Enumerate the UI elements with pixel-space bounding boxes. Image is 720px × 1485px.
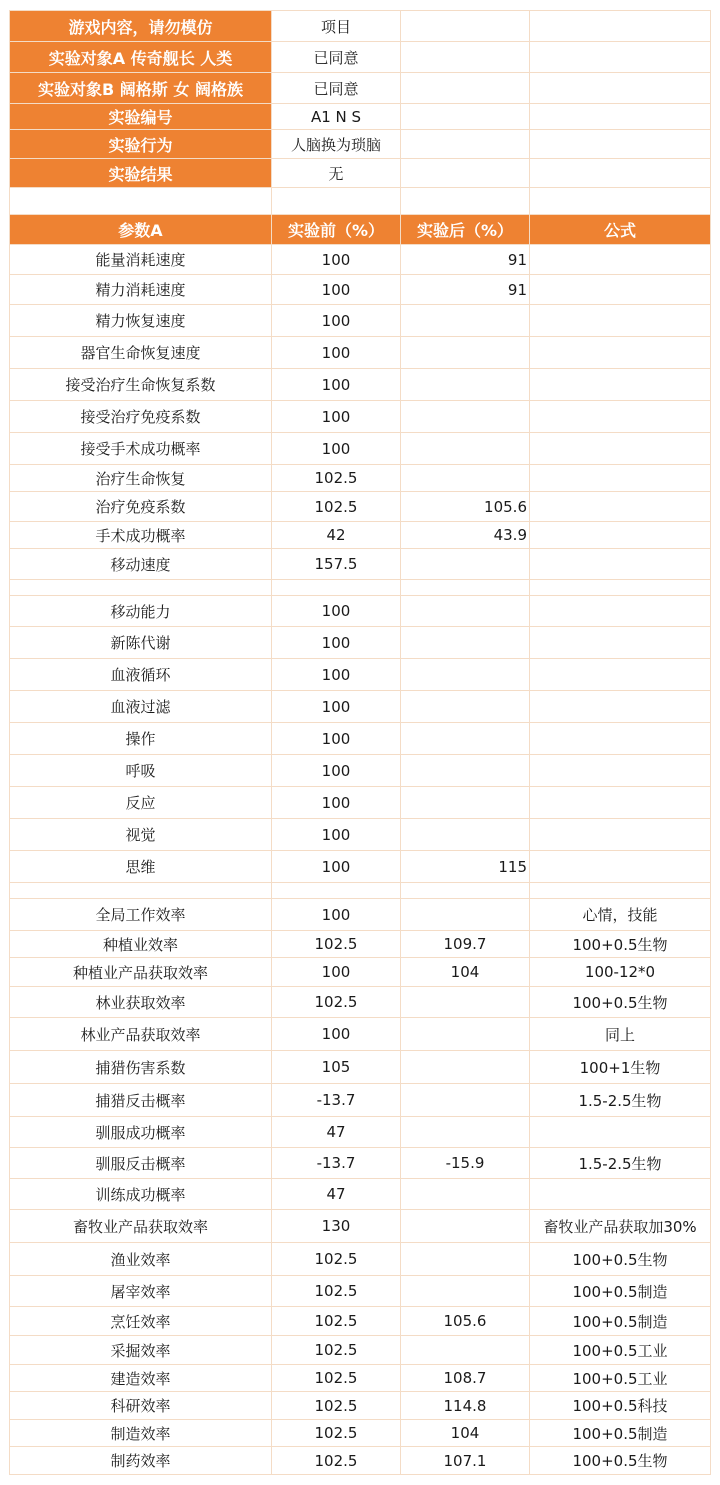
table-row [10, 1307, 711, 1336]
value-before[interactable]: 102.5 [272, 465, 401, 492]
info-row [10, 130, 711, 159]
table-row [10, 691, 711, 723]
table-row [10, 1420, 711, 1447]
param-name[interactable]: 器官生命恢复速度 [10, 337, 272, 369]
value-before[interactable]: 47 [272, 1117, 401, 1148]
value-before[interactable]: 102.5 [272, 1336, 401, 1365]
value-before[interactable]: 102.5 [272, 931, 401, 958]
blank-row [10, 188, 711, 215]
table-row [10, 433, 711, 465]
value-before[interactable]: 157.5 [272, 549, 401, 580]
empty-cell[interactable] [530, 883, 711, 899]
value-before[interactable]: 102.5 [272, 1276, 401, 1307]
table-row [10, 245, 711, 275]
empty-cell[interactable] [530, 104, 711, 130]
value-after[interactable] [401, 899, 530, 931]
param-name[interactable]: 能量消耗速度 [10, 245, 272, 275]
param-name[interactable]: 血液循环 [10, 659, 272, 691]
value-after[interactable] [401, 1084, 530, 1117]
table-body [10, 11, 711, 1475]
table-row [10, 1447, 711, 1475]
value-after[interactable] [401, 1117, 530, 1148]
param-name[interactable]: 采掘效率 [10, 1336, 272, 1365]
param-name[interactable]: 接受手术成功概率 [10, 433, 272, 465]
param-name[interactable]: 视觉 [10, 819, 272, 851]
formula[interactable]: 100+1生物 [530, 1051, 711, 1084]
param-name[interactable]: 呼吸 [10, 755, 272, 787]
formula[interactable] [530, 691, 711, 723]
value-before[interactable]: 100 [272, 787, 401, 819]
value-before[interactable]: 100 [272, 819, 401, 851]
value-before[interactable]: 100 [272, 401, 401, 433]
col-header-after[interactable]: 实验后（%） [401, 215, 530, 245]
formula[interactable] [530, 723, 711, 755]
table-row [10, 987, 711, 1018]
empty-cell[interactable] [401, 73, 530, 104]
param-name[interactable]: 驯服反击概率 [10, 1148, 272, 1179]
value-after[interactable] [401, 337, 530, 369]
value-before[interactable]: 100 [272, 433, 401, 465]
formula[interactable] [530, 659, 711, 691]
value-before[interactable]: 102.5 [272, 1420, 401, 1447]
table-row [10, 1243, 711, 1276]
info-value[interactable]: 已同意 [272, 42, 401, 73]
info-row [10, 104, 711, 130]
empty-cell[interactable] [530, 11, 711, 42]
formula[interactable] [530, 549, 711, 580]
formula[interactable] [530, 245, 711, 275]
param-name[interactable]: 治疗免疫系数 [10, 492, 272, 522]
info-value[interactable]: A1 N S [272, 104, 401, 130]
formula[interactable]: 100+0.5生物 [530, 987, 711, 1018]
param-name[interactable]: 移动能力 [10, 596, 272, 627]
formula[interactable] [530, 755, 711, 787]
value-before[interactable]: 100 [272, 899, 401, 931]
value-before[interactable]: 100 [272, 755, 401, 787]
formula[interactable]: 畜牧业产品获取加30% [530, 1210, 711, 1243]
value-after[interactable] [401, 1210, 530, 1243]
param-name[interactable]: 捕猎伤害系数 [10, 1051, 272, 1084]
info-label[interactable]: 实验结果 [10, 159, 272, 188]
empty-cell[interactable] [10, 883, 272, 899]
formula[interactable]: 100-12*0 [530, 958, 711, 987]
info-value[interactable]: 人脑换为琐脑 [272, 130, 401, 159]
table-row [10, 596, 711, 627]
table-row [10, 1276, 711, 1307]
table-row [10, 1210, 711, 1243]
info-value[interactable]: 无 [272, 159, 401, 188]
param-name[interactable]: 屠宰效率 [10, 1276, 272, 1307]
value-after[interactable] [401, 1336, 530, 1365]
table-row [10, 465, 711, 492]
blank-row [10, 883, 711, 899]
formula[interactable]: 1.5-2.5生物 [530, 1084, 711, 1117]
param-name[interactable]: 种植业产品获取效率 [10, 958, 272, 987]
param-name[interactable]: 科研效率 [10, 1392, 272, 1420]
table-row [10, 723, 711, 755]
formula[interactable] [530, 305, 711, 337]
value-before[interactable]: 102.5 [272, 987, 401, 1018]
formula[interactable]: 心情，技能 [530, 899, 711, 931]
value-after[interactable]: 104 [401, 1420, 530, 1447]
value-after[interactable] [401, 627, 530, 659]
param-name[interactable]: 捕猎反击概率 [10, 1084, 272, 1117]
value-before[interactable]: 100 [272, 627, 401, 659]
formula[interactable]: 100+0.5生物 [530, 1243, 711, 1276]
table-row [10, 1336, 711, 1365]
formula[interactable] [530, 522, 711, 549]
formula[interactable]: 100+0.5生物 [530, 1447, 711, 1475]
value-before[interactable]: 100 [272, 851, 401, 883]
value-before[interactable]: 100 [272, 245, 401, 275]
empty-cell[interactable] [401, 188, 530, 215]
value-before[interactable]: 102.5 [272, 1307, 401, 1336]
table-row [10, 401, 711, 433]
col-header-before[interactable]: 实验前（%） [272, 215, 401, 245]
param-name[interactable]: 林业产品获取效率 [10, 1018, 272, 1051]
empty-cell[interactable] [401, 883, 530, 899]
value-after[interactable] [401, 723, 530, 755]
col-header-formula[interactable]: 公式 [530, 215, 711, 245]
param-name[interactable]: 种植业效率 [10, 931, 272, 958]
table-row [10, 1018, 711, 1051]
empty-cell[interactable] [10, 580, 272, 596]
table-row [10, 369, 711, 401]
value-before[interactable]: 100 [272, 958, 401, 987]
formula[interactable]: 同上 [530, 1018, 711, 1051]
param-name[interactable]: 治疗生命恢复 [10, 465, 272, 492]
experiment-table [9, 10, 711, 1475]
empty-cell[interactable] [530, 188, 711, 215]
spreadsheet [9, 10, 710, 1475]
formula[interactable] [530, 492, 711, 522]
value-after[interactable]: 108.7 [401, 1365, 530, 1392]
value-after[interactable] [401, 691, 530, 723]
value-before[interactable]: 42 [272, 522, 401, 549]
col-header-param[interactable]: 参数A [10, 215, 272, 245]
empty-cell[interactable] [401, 130, 530, 159]
table-row [10, 492, 711, 522]
param-name[interactable]: 手术成功概率 [10, 522, 272, 549]
param-name[interactable]: 训练成功概率 [10, 1179, 272, 1210]
empty-cell[interactable] [530, 159, 711, 188]
value-before[interactable]: 100 [272, 275, 401, 305]
formula[interactable] [530, 369, 711, 401]
param-name[interactable]: 制药效率 [10, 1447, 272, 1475]
table-row [10, 627, 711, 659]
empty-cell[interactable] [401, 42, 530, 73]
value-after[interactable]: -15.9 [401, 1148, 530, 1179]
value-before[interactable]: 47 [272, 1179, 401, 1210]
empty-cell[interactable] [10, 188, 272, 215]
info-value[interactable]: 已同意 [272, 73, 401, 104]
value-after[interactable]: 43.9 [401, 522, 530, 549]
formula[interactable] [530, 465, 711, 492]
table-row [10, 659, 711, 691]
value-after[interactable] [401, 596, 530, 627]
formula[interactable] [530, 851, 711, 883]
value-before[interactable]: 105 [272, 1051, 401, 1084]
formula[interactable] [530, 819, 711, 851]
info-label[interactable]: 实验对象B 阔格斯 女 阔格族 [10, 73, 272, 104]
formula[interactable]: 100+0.5科技 [530, 1392, 711, 1420]
formula[interactable]: 100+0.5工业 [530, 1365, 711, 1392]
value-before[interactable]: 102.5 [272, 1365, 401, 1392]
param-name[interactable]: 精力恢复速度 [10, 305, 272, 337]
empty-cell[interactable] [530, 580, 711, 596]
value-before[interactable]: 102.5 [272, 492, 401, 522]
formula[interactable] [530, 275, 711, 305]
table-row [10, 1179, 711, 1210]
formula[interactable] [530, 337, 711, 369]
param-name[interactable]: 全局工作效率 [10, 899, 272, 931]
value-after[interactable]: 115 [401, 851, 530, 883]
info-row [10, 42, 711, 73]
value-after[interactable] [401, 1051, 530, 1084]
value-before[interactable]: 100 [272, 305, 401, 337]
param-name[interactable]: 接受治疗免疫系数 [10, 401, 272, 433]
value-before[interactable]: 100 [272, 337, 401, 369]
value-before[interactable]: 100 [272, 691, 401, 723]
value-before[interactable]: 100 [272, 659, 401, 691]
formula[interactable]: 100+0.5制造 [530, 1420, 711, 1447]
empty-cell[interactable] [530, 42, 711, 73]
table-row [10, 1392, 711, 1420]
value-after[interactable] [401, 819, 530, 851]
info-row [10, 73, 711, 104]
formula[interactable]: 100+0.5制造 [530, 1276, 711, 1307]
value-after[interactable]: 105.6 [401, 492, 530, 522]
table-row [10, 1117, 711, 1148]
table-row [10, 1148, 711, 1179]
table-row [10, 549, 711, 580]
param-name[interactable]: 渔业效率 [10, 1243, 272, 1276]
info-row [10, 159, 711, 188]
formula[interactable]: 1.5-2.5生物 [530, 1148, 711, 1179]
empty-cell[interactable] [272, 580, 401, 596]
info-row [10, 11, 711, 42]
value-before[interactable]: 100 [272, 596, 401, 627]
value-before[interactable]: 100 [272, 723, 401, 755]
empty-cell[interactable] [401, 104, 530, 130]
value-after[interactable] [401, 1018, 530, 1051]
info-label[interactable]: 实验编号 [10, 104, 272, 130]
value-before[interactable]: 102.5 [272, 1243, 401, 1276]
value-before[interactable]: 130 [272, 1210, 401, 1243]
value-before[interactable]: -13.7 [272, 1084, 401, 1117]
header-row [10, 215, 711, 245]
table-row [10, 819, 711, 851]
value-after[interactable] [401, 1179, 530, 1210]
value-after[interactable] [401, 401, 530, 433]
value-before[interactable]: 102.5 [272, 1392, 401, 1420]
param-name[interactable]: 新陈代谢 [10, 627, 272, 659]
empty-cell[interactable] [530, 73, 711, 104]
value-after[interactable] [401, 987, 530, 1018]
blank-row [10, 580, 711, 596]
table-row [10, 1365, 711, 1392]
value-after[interactable]: 104 [401, 958, 530, 987]
empty-cell[interactable] [530, 130, 711, 159]
param-name[interactable]: 血液过滤 [10, 691, 272, 723]
value-after[interactable]: 109.7 [401, 931, 530, 958]
param-name[interactable]: 操作 [10, 723, 272, 755]
formula[interactable]: 100+0.5生物 [530, 931, 711, 958]
table-row [10, 305, 711, 337]
table-row [10, 337, 711, 369]
param-name[interactable]: 林业获取效率 [10, 987, 272, 1018]
table-row [10, 755, 711, 787]
param-name[interactable]: 精力消耗速度 [10, 275, 272, 305]
formula[interactable] [530, 401, 711, 433]
table-row [10, 931, 711, 958]
table-row [10, 522, 711, 549]
formula[interactable] [530, 1179, 711, 1210]
value-after[interactable] [401, 549, 530, 580]
info-label[interactable]: 实验行为 [10, 130, 272, 159]
value-after[interactable] [401, 659, 530, 691]
formula[interactable] [530, 433, 711, 465]
value-after[interactable] [401, 433, 530, 465]
formula[interactable] [530, 1117, 711, 1148]
formula[interactable] [530, 596, 711, 627]
table-row [10, 1051, 711, 1084]
param-name[interactable]: 烹饪效率 [10, 1307, 272, 1336]
table-row [10, 275, 711, 305]
empty-cell[interactable] [401, 11, 530, 42]
param-name[interactable]: 反应 [10, 787, 272, 819]
table-row [10, 958, 711, 987]
value-after[interactable] [401, 305, 530, 337]
empty-cell[interactable] [272, 883, 401, 899]
info-label[interactable]: 实验对象A 传奇舰长 人类 [10, 42, 272, 73]
value-after[interactable] [401, 369, 530, 401]
value-before[interactable]: -13.7 [272, 1148, 401, 1179]
empty-cell[interactable] [401, 580, 530, 596]
param-name[interactable]: 移动速度 [10, 549, 272, 580]
formula[interactable]: 100+0.5工业 [530, 1336, 711, 1365]
table-row [10, 899, 711, 931]
formula[interactable] [530, 627, 711, 659]
table-row [10, 1084, 711, 1117]
param-name[interactable]: 建造效率 [10, 1365, 272, 1392]
param-name[interactable]: 驯服成功概率 [10, 1117, 272, 1148]
empty-cell[interactable] [401, 159, 530, 188]
value-before[interactable]: 100 [272, 1018, 401, 1051]
value-after[interactable] [401, 1276, 530, 1307]
value-after[interactable]: 114.8 [401, 1392, 530, 1420]
value-after[interactable]: 107.1 [401, 1447, 530, 1475]
value-after[interactable]: 91 [401, 245, 530, 275]
value-after[interactable] [401, 465, 530, 492]
info-value[interactable]: 项目 [272, 11, 401, 42]
param-name[interactable]: 接受治疗生命恢复系数 [10, 369, 272, 401]
value-before[interactable]: 102.5 [272, 1447, 401, 1475]
table-row [10, 787, 711, 819]
param-name[interactable]: 制造效率 [10, 1420, 272, 1447]
table-row [10, 851, 711, 883]
value-after[interactable] [401, 755, 530, 787]
value-after[interactable]: 91 [401, 275, 530, 305]
value-after[interactable] [401, 787, 530, 819]
param-name[interactable]: 思维 [10, 851, 272, 883]
value-after[interactable] [401, 1243, 530, 1276]
empty-cell[interactable] [272, 188, 401, 215]
formula[interactable] [530, 787, 711, 819]
formula[interactable]: 100+0.5制造 [530, 1307, 711, 1336]
param-name[interactable]: 畜牧业产品获取效率 [10, 1210, 272, 1243]
value-after[interactable]: 105.6 [401, 1307, 530, 1336]
value-before[interactable]: 100 [272, 369, 401, 401]
info-label[interactable]: 游戏内容，请勿模仿 [10, 11, 272, 42]
